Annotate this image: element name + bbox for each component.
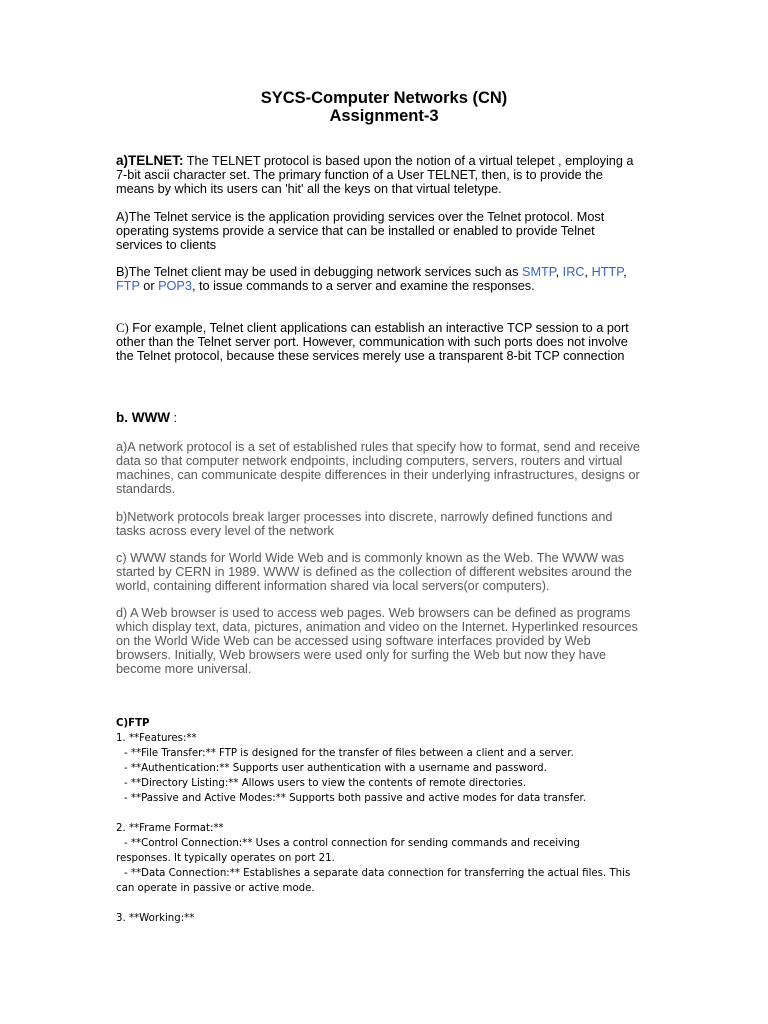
doc-title: SYCS-Computer Networks (CN) xyxy=(260,89,508,107)
www-point-c: c) WWW stands for World Wide Web and is commonly known as the Web. The WWW was started by CERN in 1989. WWW is defined as the collection of different websites around the world, containing different information shared via local servers(or computers). xyxy=(116,551,632,593)
doc-subtitle: Assignment-3 xyxy=(329,107,439,125)
www-point-d: d) A Web browser is used to access web pages. Web browsers can be defined as programs which display text, data, pictures, animation and video on the Internet. Hyperlinked resources on the World Wide Web can be accessed using software interfaces provided by Web browsers. Initially, Web browsers were used only for surfing the Web but now they have become more universal. xyxy=(116,606,638,676)
irc-link[interactable]: IRC xyxy=(562,265,585,279)
ftp-section: C)FTP 1. **Features:** - **File Transfer:** FTP is designed for the transfer of files between a client and a server. - **Authentication:** Supports user authentication with a username and password. - **Directory Listing:** Allows users to view the contents of remote directories. - **Passive and Active Modes:** Supports both passive and active modes for data transfer. 2. **Frame Format:** - **Control Connection:** Uses a control connection for sending commands and receiving responses. It typically operates on port 21. - **Data Connection:** Establishes a separate data connection for transferring the actual files. This can operate in passive or active mode. 3. **Working:** xyxy=(116,716,656,926)
telnet-point-b: B)The Telnet client may be used in debugging network services such as SMTP, IRC, HTTP, FTP or POP3, to issue commands to a server and examine the responses. xyxy=(116,265,627,293)
ftp-heading: C)FTP xyxy=(116,718,150,729)
telnet-intro: a)TELNET: The TELNET protocol is based upon the notion of a virtual telepet , employing a 7-bit ascii character set. The primary function of a User TELNET, then, is to provide the means by which its users can 'hit' all the keys on that virtual teletype. xyxy=(116,153,634,196)
smtp-link[interactable]: SMTP xyxy=(522,265,556,279)
www-point-b: b)Network protocols break larger processes into discrete, narrowly defined functions and tasks across every level of the network xyxy=(116,510,613,538)
http-link[interactable]: HTTP xyxy=(591,265,624,279)
www-heading: b. WWW xyxy=(116,410,170,425)
telnet-point-c: C) For example, Telnet client applications can establish an interactive TCP session to a port other than the Telnet server port. However, communication with such ports does not involve the Telnet protocol, because these services merely use a transparent 8-bit TCP connection xyxy=(116,321,629,363)
telnet-point-a: A)The Telnet service is the application providing services over the Telnet protocol. Most operating systems provide a service that can be installed or enabled to provide Telnet services to clients xyxy=(116,210,605,252)
ftp-link[interactable]: FTP xyxy=(116,279,140,293)
telnet-heading: a)TELNET: xyxy=(116,153,184,168)
www-point-a: a)A network protocol is a set of established rules that specify how to format, send and receive data so that computer network endpoints, including computers, servers, routers and virtual machines, can communicate despite differences in their underlying infrastructures, designs or standards. xyxy=(116,440,640,496)
www-heading-line: b. WWW : xyxy=(116,410,178,425)
pop3-link[interactable]: POP3 xyxy=(158,279,192,293)
